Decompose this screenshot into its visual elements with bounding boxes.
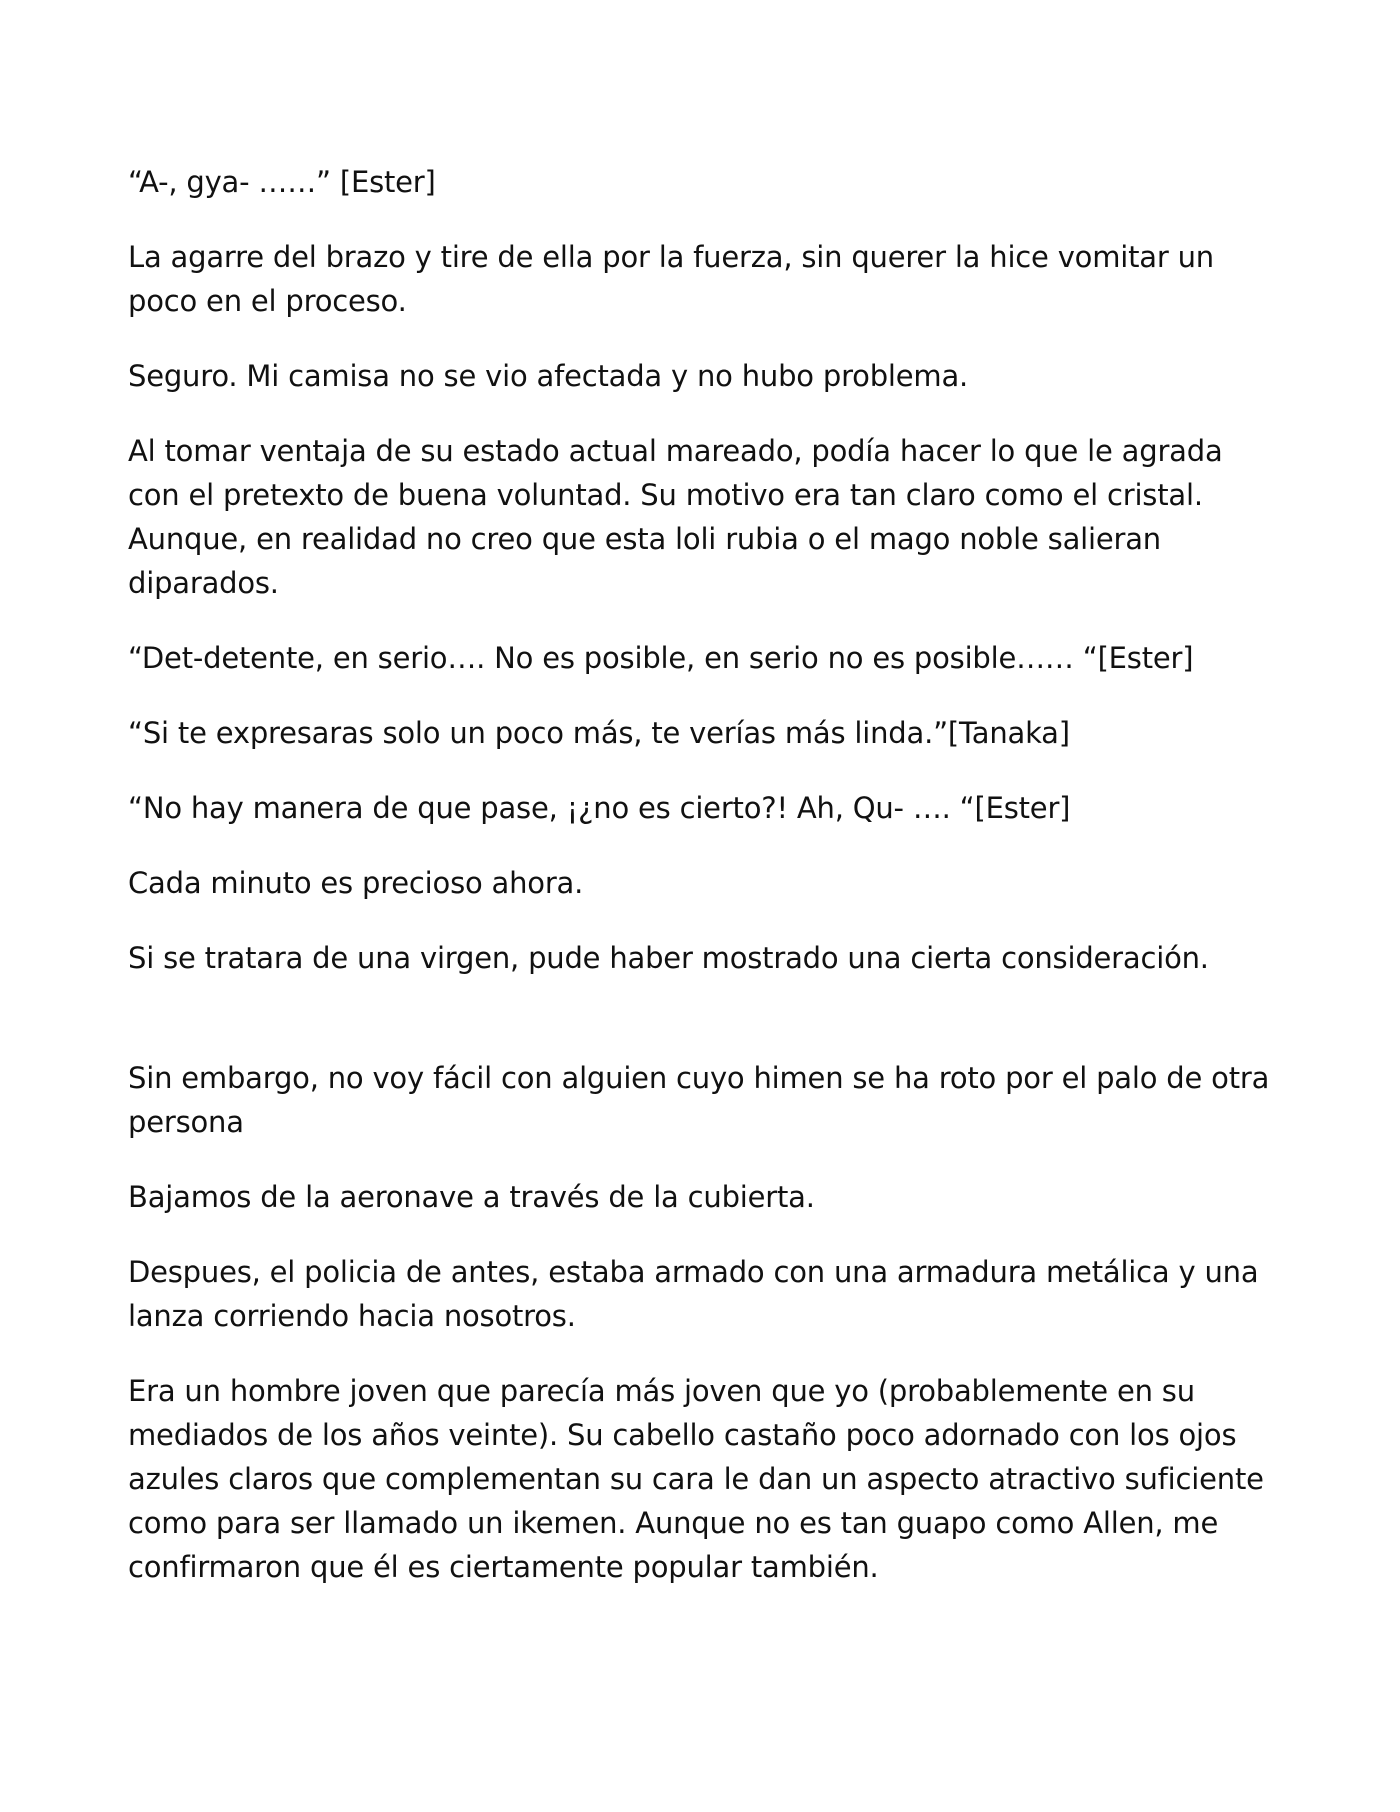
paragraph-narration-9: Era un hombre joven que parecía más joven que yo (probablemente en su mediados de los años veinte). Su cabello castaño poco adornado con los ojos azules claros que complementan su cara le dan un aspecto atractivo suficiente como para ser llamado un ikemen. Aunque no es tan guapo como Allen, me confirmaron que él es ciertamente popular también.	[128, 1374, 1264, 1584]
paragraph-narration-1: La agarre del brazo y tire de ella por la fuerza, sin querer la hice vomitar un poco en el proceso.	[128, 240, 1214, 318]
paragraph-narration-3: Al tomar ventaja de su estado actual mareado, podía hacer lo que le agrada con el pretexto de buena voluntad. Su motivo era tan claro como el cristal. Aunque, en realidad no creo que esta loli rubia o el mago noble salieran diparados.	[128, 434, 1223, 600]
paragraph-dialogue-ester-3: “No hay manera de que pase, ¡¿no es cierto?! Ah, Qu- …. “[Ester]	[128, 791, 1071, 825]
paragraph-narration-6: Sin embargo, no voy fácil con alguien cuyo himen se ha roto por el palo de otra persona	[128, 1061, 1270, 1139]
document-body	[128, 160, 1278, 1620]
paragraph-dialogue-ester-1: “A-, gya- ……” [Ester]	[128, 165, 436, 199]
paragraph-narration-7: Bajamos de la aeronave a través de la cubierta.	[128, 1180, 815, 1214]
paragraph-narration-4: Cada minuto es precioso ahora.	[128, 866, 584, 900]
paragraph-dialogue-tanaka: “Si te expresaras solo un poco más, te verías más linda.”[Tanaka]	[128, 716, 1070, 750]
paragraph-dialogue-ester-2: “Det-detente, en serio…. No es posible, en serio no es posible…… “[Ester]	[128, 641, 1194, 675]
paragraph-narration-5: Si se tratara de una virgen, pude haber mostrado una cierta consideración.	[128, 941, 1209, 975]
paragraph-narration-2: Seguro. Mi camisa no se vio afectada y no hubo problema.	[128, 359, 969, 393]
paragraph-narration-8: Despues, el policia de antes, estaba armado con una armadura metálica y una lanza corriendo hacia nosotros.	[128, 1255, 1259, 1333]
